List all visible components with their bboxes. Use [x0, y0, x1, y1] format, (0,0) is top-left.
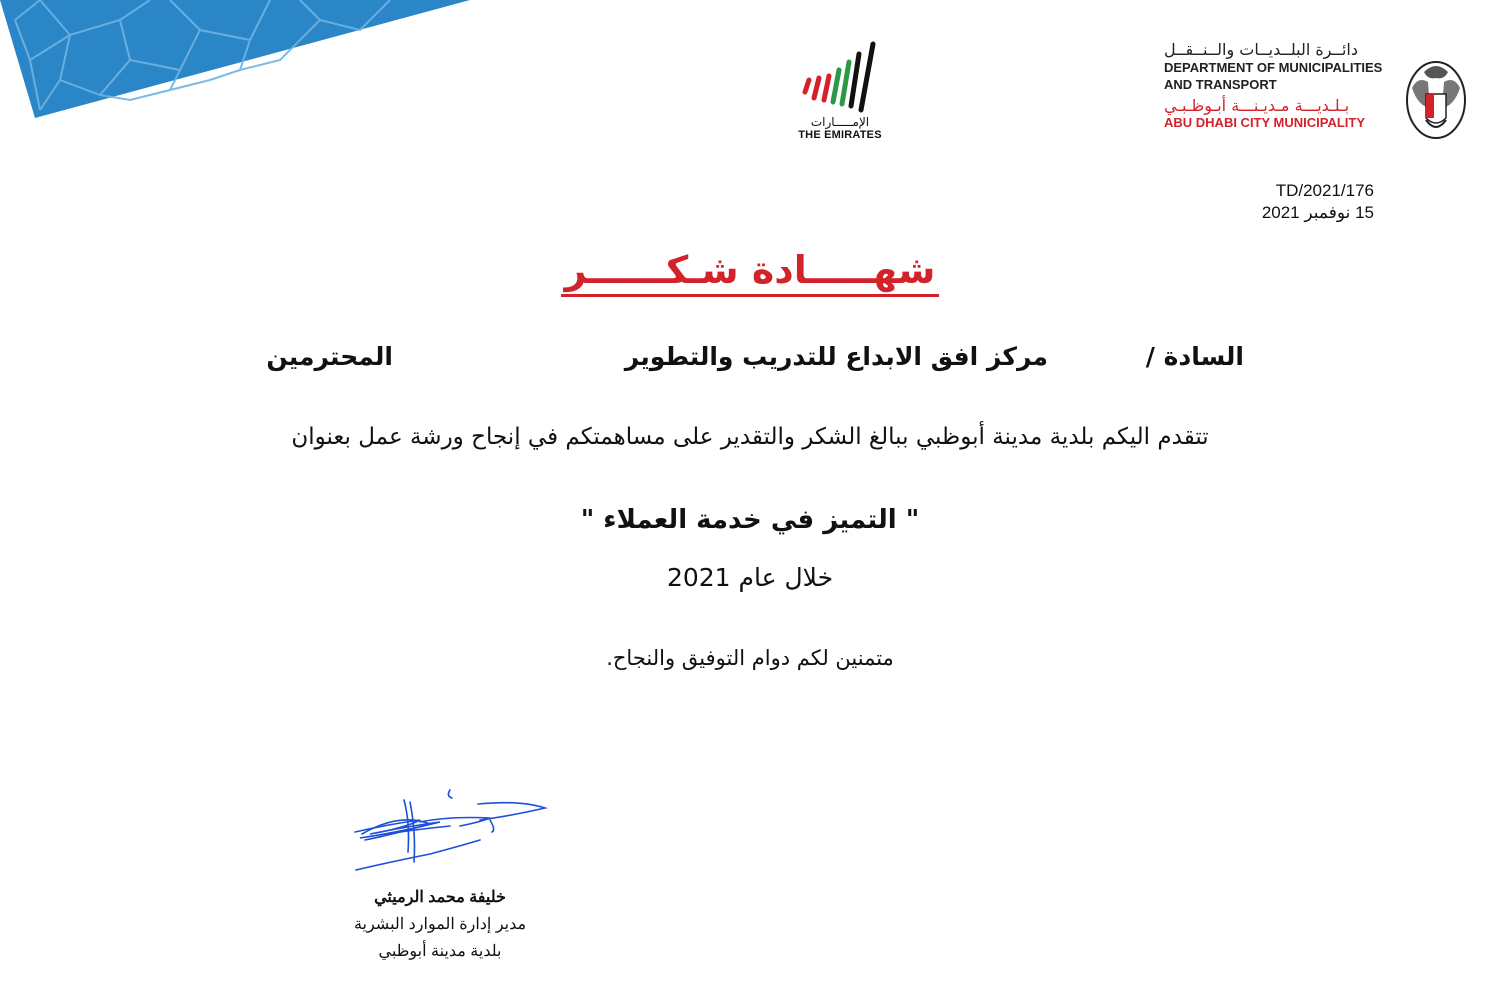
workshop-title: " التميز في خدمة العملاء ": [580, 505, 920, 535]
reference-date: 15 نوفمبر 2021: [1261, 203, 1374, 222]
honorific: المحترمين: [266, 342, 393, 371]
abu-dhabi-falcon-emblem-icon: [1404, 58, 1468, 140]
department-english-line2: AND TRANSPORT: [1164, 77, 1277, 92]
signatory-block: [330, 884, 550, 965]
municipality-arabic-name: بـلـديـــة مـديـنـــة أبـوظـبـي: [1164, 96, 1350, 115]
department-arabic-name: دائــرة البلــديــات والــنــقــل: [1164, 40, 1358, 59]
municipality-english-name: ABU DHABI CITY MUNICIPALITY: [1164, 115, 1366, 130]
signatory-organization: بلدية مدينة أبوظبي: [378, 943, 502, 960]
recipient-name: مركز افق الابداع للتدريب والتطوير: [624, 342, 1048, 371]
reference-block: [1262, 180, 1374, 224]
certificate-title: [0, 248, 1500, 297]
reference-number: TD/2021/176: [1275, 181, 1374, 200]
department-english-line1: DEPARTMENT OF MUNICIPALITIES: [1164, 60, 1383, 75]
emirates-arabic-text: الإمـــــارات: [810, 115, 870, 129]
emirates-english-text: THE EMIRATES: [798, 129, 882, 141]
period-line: خلال عام 2021: [666, 563, 834, 592]
salutation: السادة /: [1145, 342, 1244, 371]
handwritten-signature: [350, 782, 550, 877]
the-emirates-logo: [790, 40, 890, 141]
thanks-paragraph: تتقدم اليكم بلدية مدينة أبوظبي ببالغ الشكر والتقدير على مساهمتكم في إنجاح ورشة عمل بعنوان: [291, 424, 1209, 450]
closing-line: متمنين لكم دوام التوفيق والنجاح.: [606, 646, 894, 670]
department-header: [1164, 40, 1394, 130]
corner-pattern-graphic: [0, 0, 470, 130]
signatory-title: مدير إدارة الموارد البشرية: [353, 916, 527, 933]
certificate-title-text: شهـــــادة شـكــــــر: [561, 248, 940, 297]
signatory-name: خليفة محمد الرميثي: [374, 889, 506, 906]
emirates-stripes-icon: [795, 40, 885, 115]
